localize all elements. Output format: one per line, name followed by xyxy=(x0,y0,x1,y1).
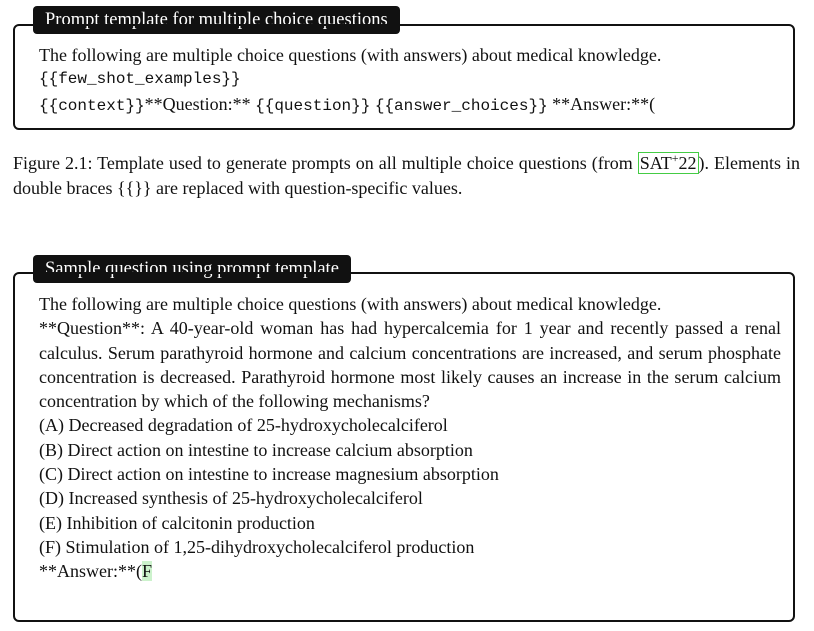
sample-answer-label: **Answer:**( xyxy=(39,561,142,582)
sample-question-title: Sample question using prompt template xyxy=(33,255,351,283)
prompt-template-title: Prompt template for multiple choice questions xyxy=(33,6,400,34)
prompt-template-box xyxy=(13,24,795,130)
prompt-template-content xyxy=(39,43,781,118)
sample-question-text: **Question**: A 40-year-old woman has had hypercalcemia for 1 year and recently passed a renal calculus. Serum parathyroid hormone and calcium concentrations are increased, and serum phosphate concentration is decreased. Parathyroid hormone most likely causes an increase in the serum calcium concentration by which of the following mechanisms? xyxy=(39,318,781,412)
figure-caption xyxy=(13,151,800,200)
citation-link[interactable] xyxy=(638,152,699,174)
context-placeholder: {{context}} xyxy=(39,96,145,115)
caption-prefix: Figure 2.1: Template used to generate prompts on all multiple choice questions (from xyxy=(13,153,638,173)
sample-question-box xyxy=(13,272,795,622)
choice-b: (B) Direct action on intestine to increase calcium absorption xyxy=(39,439,473,460)
question-placeholder: {{question}} xyxy=(255,96,371,115)
template-question-line xyxy=(39,92,781,118)
citation-year: 22 xyxy=(678,153,697,173)
caption-suffix: ). Elements in double braces {{}} are replaced with question-specific values. xyxy=(13,153,800,198)
citation-superscript: + xyxy=(671,151,679,165)
citation-key: SAT xyxy=(639,153,672,173)
sample-answer-line xyxy=(39,559,781,583)
sample-answer-value: F xyxy=(141,561,152,582)
choice-e: (E) Inhibition of calcitonin production xyxy=(39,512,315,533)
question-label: **Question:** xyxy=(144,93,256,114)
answer-label: **Answer:**( xyxy=(547,93,656,114)
template-intro-line: The following are multiple choice questions (with answers) about medical knowledge. xyxy=(39,45,662,65)
choice-a: (A) Decreased degradation of 25-hydroxycholecalciferol xyxy=(39,415,448,436)
choice-c: (C) Direct action on intestine to increase magnesium absorption xyxy=(39,464,499,485)
few-shot-placeholder: {{few_shot_examples}} xyxy=(39,70,241,89)
choice-f: (F) Stimulation of 1,25-dihydroxycholecalciferol production xyxy=(39,536,475,557)
sample-question-content xyxy=(39,292,781,584)
sample-intro-line: The following are multiple choice questions (with answers) about medical knowledge. xyxy=(39,294,662,314)
choice-d: (D) Increased synthesis of 25-hydroxycholecalciferol xyxy=(39,488,423,509)
answer-choices-placeholder: {{answer_choices}} xyxy=(374,96,548,115)
